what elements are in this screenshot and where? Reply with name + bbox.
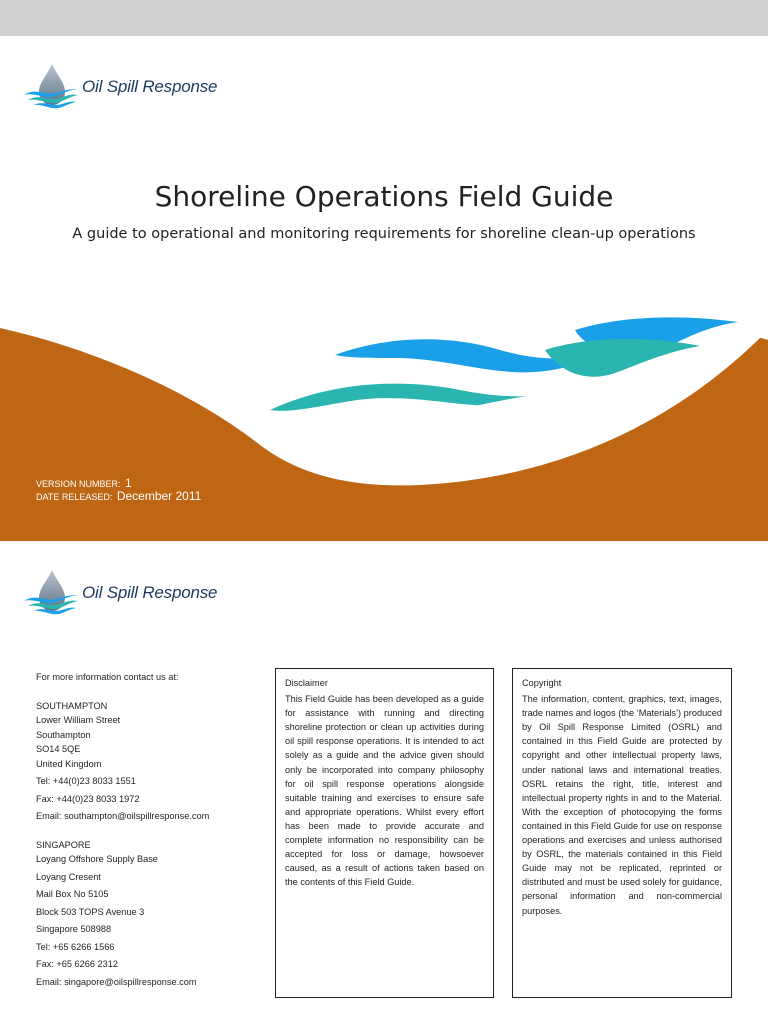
disclaimer-heading: Disclaimer <box>285 678 328 688</box>
fax-number: Fax: +44(0)23 8033 1972 <box>36 793 140 804</box>
version-label: VERSION NUMBER: <box>36 479 121 489</box>
phone-number: Tel: +65 6266 1566 <box>36 941 115 952</box>
date-released <box>36 487 201 505</box>
fax-number: Fax: +65 6266 2312 <box>36 959 118 969</box>
office-name: SINGAPORE <box>36 839 91 850</box>
address-line: Southampton <box>36 729 91 740</box>
oil-drop-wave-icon <box>22 62 80 112</box>
address-line: Block 503 TOPS Avenue 3 <box>36 906 145 917</box>
page-subtitle: A guide to operational and monitoring requirements for shoreline clean-up operations <box>72 226 696 242</box>
email-link[interactable]: Email: singapore@oilspillresponse.com <box>36 976 197 987</box>
brand-logo-secondary <box>22 568 217 618</box>
southampton-office <box>36 699 266 824</box>
contact-info <box>36 670 266 989</box>
email-link[interactable]: Email: southampton@oilspillresponse.com <box>36 811 210 821</box>
address-line: Loyang Offshore Supply Base <box>36 854 158 864</box>
address-line: United Kingdom <box>36 758 102 769</box>
oil-drop-wave-icon <box>22 568 80 618</box>
copyright-text: The information, content, graphics, text, images, trade names and logos (the ‘Materials’) produced by Oil Spill Response Limited (OSRL) and contained in this Field Guide are protected by copyright and other intellectual property laws, under national laws and international treaties. OSRL retains the right, title, interest and intellectual property rights in and to the Material. With the exception of photocopying the forms contained in this Field Guide for use on response operations and exercises and unless authorised by OSRL, the materials contained in this Field Guide may not be replicated, reprinted or distributed and must be used solely for guidance, personal information and non-commercial purposes. <box>522 694 722 916</box>
contact-intro: For more information contact us at: <box>36 672 179 682</box>
brand-name: Oil Spill Response <box>82 77 218 96</box>
brand-logo <box>22 62 217 112</box>
address-line: Singapore 508988 <box>36 924 112 934</box>
phone-number: Tel: +44(0)23 8033 1551 <box>36 776 136 786</box>
version-value: 1 <box>124 476 132 490</box>
page-title: Shoreline Operations Field Guide <box>154 180 614 213</box>
brand-name: Oil Spill Response <box>82 583 218 602</box>
address-line: Loyang Cresent <box>36 871 101 882</box>
singapore-office <box>36 838 266 990</box>
disclaimer-box <box>275 668 494 998</box>
address-line: SO14 5QE <box>36 744 81 754</box>
address-line: Mail Box No 5105 <box>36 889 109 899</box>
date-value: December 2011 <box>116 489 202 503</box>
copyright-heading: Copyright <box>522 678 562 688</box>
disclaimer-text: This Field Guide has been developed as a guide for assistance with running and directing shoreline protection or clean up activities during oil spill response operations. It is intended to act solely as a guide and the advice given should only be incorporated into company philosophy for oil spill response operations alongside suitable training and exercises to ensure safe and appropriate operations. Whilst every effort has been made to provide accurate and complete information no responsibility can be accepted for loss or damage, howsoever caused, as a result of actions taken based on the contents of this Field Guide. <box>285 694 484 888</box>
office-name: SOUTHAMPTON <box>36 700 108 711</box>
address-line: Lower William Street <box>36 715 121 725</box>
date-label: DATE RELEASED: <box>36 492 113 502</box>
top-bar <box>0 0 768 36</box>
copyright-box <box>512 668 732 998</box>
